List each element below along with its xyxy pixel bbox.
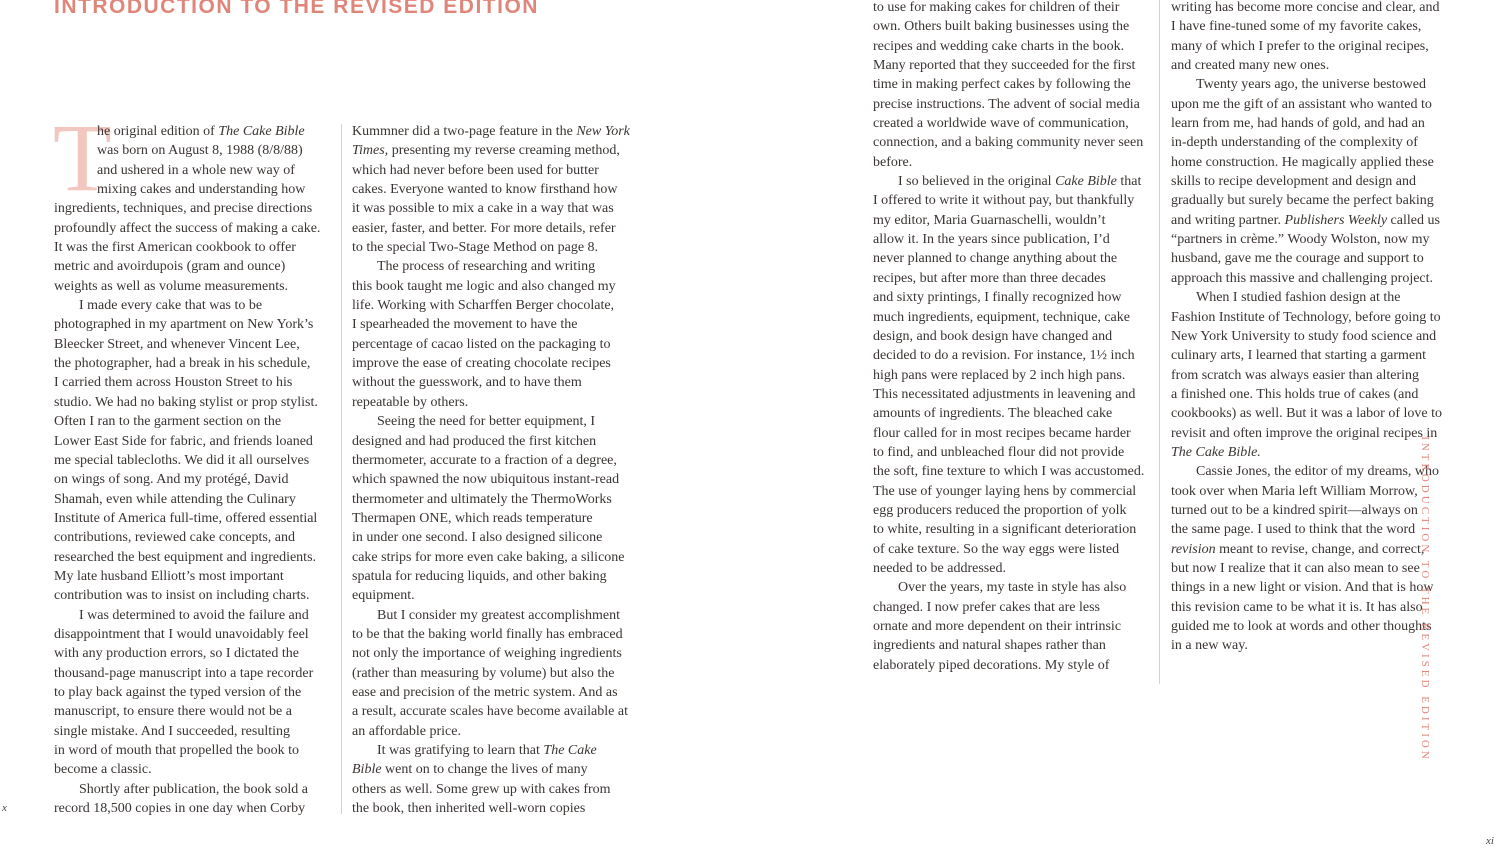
text-line: design, and book design have changed and — [873, 328, 1113, 344]
text-line: Lower East Side for fabric, and friends loaned — [54, 433, 313, 449]
text-line: I was determined to avoid the failure and — [79, 607, 309, 623]
text-line: recipes and wedding cake charts in the book. — [873, 38, 1125, 54]
text-line: When I studied fashion design at the — [1196, 290, 1401, 306]
text-line: thousand-page manuscript into a tape recorder — [54, 665, 314, 681]
text-line: gradually but surely became the perfect baking — [1171, 193, 1434, 209]
text-line: me special tablecloths. We did it all ourselves — [54, 452, 310, 468]
text-line: I so believed in the original Cake Bible that — [898, 174, 1142, 190]
text-line: and created many new ones. — [1171, 58, 1330, 74]
text-line: high pans were replaced by 2 inch high pans. — [873, 367, 1126, 383]
text-column-1 — [54, 122, 320, 818]
text-line: metric and avoirdupois (gram and ounce) — [54, 259, 286, 275]
text-line: spatula for reducing liquids, and other baking — [352, 568, 607, 584]
text-line: never planned to change anything about the — [873, 251, 1118, 267]
text-line: in a new way. — [1171, 638, 1248, 654]
text-line: to be that the baking world finally has embraced — [352, 626, 623, 642]
text-line: in-depth understanding of the complexity of — [1171, 135, 1418, 151]
text-line: repeatable by others. — [352, 394, 469, 410]
text-line: Bleecker Street, and whenever Vincent Lee, — [54, 336, 300, 352]
text-line: revision meant to revise, change, and correct, — [1171, 541, 1425, 557]
text-line: cakes. Everyone wanted to know firsthand how — [352, 182, 618, 198]
text-line: Twenty years ago, the universe bestowed — [1196, 77, 1426, 93]
text-line: Institute of America full-time, offered essential — [54, 510, 318, 526]
text-column-2 — [352, 122, 630, 818]
text-line: The use of younger laying hens by commercial — [873, 483, 1137, 499]
text-line: weights as well as volume measurements. — [54, 278, 289, 294]
text-line: It was the first American cookbook to offer — [54, 240, 296, 256]
text-line: studio. We had no baking stylist or prop stylist. — [54, 394, 318, 410]
text-line: but now I realize that it can also mean to see — [1171, 560, 1420, 576]
text-line: designed and had produced the first kitchen — [352, 433, 597, 449]
text-line: mixing cakes and understanding how — [97, 182, 306, 198]
column-divider — [1159, 0, 1160, 684]
text-line: Many reported that they succeeded for the first — [873, 58, 1136, 74]
text-line: I have fine-tuned some of my favorite cakes, — [1171, 19, 1422, 35]
text-line: to play back against the typed version of the — [54, 684, 302, 700]
text-line: ease and precision of the metric system. And as — [352, 684, 618, 700]
page-heading: INTRODUCTION TO THE REVISED EDITION — [54, 0, 539, 18]
text-line: before. — [873, 154, 913, 170]
text-line: cookbooks) as well. But it was a labor of love to — [1171, 406, 1443, 422]
text-line: photographed in my apartment on New York’s — [54, 317, 314, 333]
text-line: flour called for in most recipes became harder — [873, 425, 1131, 441]
text-line: my editor, Maria Guarnaschelli, wouldn’t — [873, 212, 1106, 228]
text-line: disappointment that I would unavoidably feel — [54, 626, 309, 642]
text-line: ingredients, techniques, and precise directions — [54, 201, 313, 217]
text-line: from scratch was always easier than altering — [1171, 367, 1420, 383]
text-line: took over when Maria left William Morrow, — [1171, 483, 1418, 499]
text-line: which had never before been used for butter — [352, 162, 599, 178]
text-line: skills to recipe development and design and — [1171, 174, 1416, 190]
page-number-right: xi — [1486, 835, 1494, 847]
text-line: Seeing the need for better equipment, I — [377, 414, 596, 430]
text-line: things in a new light or vision. And that is how — [1171, 580, 1434, 596]
text-line: not only the importance of weighing ingredients — [352, 646, 622, 662]
text-line: on wings of song. And my protégé, David — [54, 472, 289, 488]
text-line: This necessitated adjustments in leavening and — [873, 386, 1136, 402]
text-line: I carried them across Houston Street to his — [54, 375, 293, 391]
text-line: life. Working with Scharffen Berger chocolate, — [352, 298, 615, 314]
text-line: to white, resulting in a significant deterioration — [873, 522, 1137, 538]
text-line: others as well. Some grew up with cakes from — [352, 781, 611, 797]
text-line: to use for making cakes for children of their — [873, 0, 1120, 15]
text-line: record 18,500 copies in one day when Corby — [54, 801, 306, 817]
text-line: the photographer, had a break in his schedule, — [54, 356, 311, 372]
text-line: it was possible to mix a cake in a way that was — [352, 201, 614, 217]
text-line: created a worldwide wave of communication, — [873, 116, 1129, 132]
text-line: the same page. I used to think that the word — [1171, 522, 1416, 538]
text-line: learn from me, had hands of gold, and had an — [1171, 116, 1425, 132]
text-line: the book, then inherited well-worn copies — [352, 801, 586, 817]
text-line: I made every cake that was to be — [79, 298, 263, 314]
text-line: upon me the gift of an assistant who wanted to — [1171, 96, 1432, 112]
text-line: (rather than measuring by volume) but also the — [352, 665, 615, 681]
text-line: Thermapen ONE, which reads temperature — [352, 510, 593, 526]
text-line: much ingredients, equipment, technique, cake — [873, 309, 1130, 325]
text-line: Fashion Institute of Technology, before going to — [1171, 309, 1441, 325]
text-line: Times, presenting my reverse creaming method, — [352, 143, 620, 159]
text-line: without the guesswork, and to have them — [352, 375, 582, 391]
text-line: Shortly after publication, the book sold a — [79, 781, 309, 797]
text-line: I offered to write it without pay, but thankfully — [873, 193, 1135, 209]
text-line: he original edition of The Cake Bible — [97, 124, 305, 139]
text-line: approach this massive and challenging project. — [1171, 270, 1434, 286]
text-line: contributions, reviewed cake concepts, and — [54, 530, 296, 546]
text-line: The process of researching and writing — [377, 259, 596, 275]
text-line: home construction. He magically applied these — [1171, 154, 1434, 170]
text-line: writing has become more concise and clear, and — [1171, 0, 1440, 15]
text-line: an affordable price. — [352, 723, 461, 739]
text-line: equipment. — [352, 588, 415, 604]
text-line: elaborately piped decorations. My style of — [873, 657, 1110, 673]
text-line: many of which I prefer to the original recipes, — [1171, 38, 1429, 54]
text-line: of cake texture. So the way eggs were listed — [873, 541, 1120, 557]
text-line: amounts of ingredients. The bleached cake — [873, 406, 1113, 422]
text-line: to find, and unbleached flour did not provide — [873, 444, 1125, 460]
text-line: easier, faster, and better. For more details, refer — [352, 220, 616, 236]
text-line: Kummner did a two-page feature in the New York — [352, 124, 630, 139]
text-line: was born on August 8, 1988 (8/8/88) — [97, 143, 303, 159]
text-line: turned out to be a kindred spirit—always on — [1171, 502, 1418, 518]
text-line: ornate and more dependent on their intrinsic — [873, 619, 1122, 634]
text-line: thermometer, accurate to a fraction of a degree, — [352, 452, 617, 468]
text-line: guided me to look at words and other thoughts — [1171, 619, 1432, 634]
text-line: contribution was to insist on including charts. — [54, 588, 310, 604]
text-line: and sixty printings, I finally recognized how — [873, 290, 1122, 306]
text-line: New York University to study food science and — [1171, 328, 1437, 344]
text-line: in word of mouth that propelled the book to — [54, 743, 299, 758]
text-line: a finished one. This holds true of cakes (and — [1171, 386, 1419, 402]
text-line: culinary arts, I learned that starting a garment — [1171, 348, 1427, 364]
text-line: The Cake Bible. — [1171, 444, 1261, 460]
text-line: My late husband Elliott’s most important — [54, 568, 284, 584]
text-line: the soft, fine texture to which I was accustomed. — [873, 464, 1145, 480]
text-line: and ushered in a whole new way of — [97, 162, 295, 178]
text-line: “partners in crème.” Woody Wolston, now my — [1171, 232, 1430, 248]
text-line: in under one second. I also designed silicone — [352, 530, 603, 546]
text-line: this book taught me logic and also changed my — [352, 278, 616, 294]
text-line: improve the ease of creating chocolate recipes — [352, 356, 611, 372]
text-line: egg producers reduced the proportion of yolk — [873, 502, 1127, 518]
text-line: Bible went on to change the lives of many — [352, 762, 588, 778]
text-line: Over the years, my taste in style has also — [898, 580, 1127, 596]
text-line: which spawned the now ubiquitous instant-read — [352, 472, 620, 488]
text-line: percentage of cacao listed on the packaging to — [352, 336, 611, 352]
text-line: profoundly affect the success of making a cake. — [54, 220, 321, 236]
text-line: revisit and often improve the original recipes in — [1171, 425, 1438, 441]
text-line: manuscript, to ensure there would not be a — [54, 704, 292, 720]
text-column-4 — [1171, 0, 1442, 656]
text-line: Shamah, even while attending the Culinary — [54, 491, 296, 507]
text-line: ingredients and natural shapes rather than — [873, 638, 1106, 654]
text-line: time in making perfect cakes by following the — [873, 77, 1131, 93]
text-line: But I consider my greatest accomplishment — [377, 607, 620, 623]
text-line: a result, accurate scales have become available at — [352, 704, 628, 720]
text-line: It was gratifying to learn that The Cake — [377, 743, 597, 758]
text-line: to the special Two-Stage Method on page 8. — [352, 240, 599, 256]
text-line: cake strips for more even cake baking, a silicone — [352, 549, 625, 565]
text-line: changed. I now prefer cakes that are less — [873, 599, 1101, 615]
text-line: decided to do a revision. For instance, 1½ inch — [873, 348, 1135, 364]
text-line: Cassie Jones, the editor of my dreams, who — [1196, 464, 1440, 480]
text-line: connection, and a baking community never seen — [873, 135, 1144, 151]
text-line: allow it. In the years since publication, I’d — [873, 232, 1110, 248]
text-line: and writing partner. Publishers Weekly called us — [1171, 212, 1440, 228]
text-line: single mistake. And I succeeded, resulting — [54, 723, 290, 739]
running-head: INTRODUCTION TO THE REVISED EDITION — [1419, 436, 1432, 762]
text-line: own. Others built baking businesses using the — [873, 19, 1130, 35]
column-divider — [341, 124, 342, 814]
text-line: I spearheaded the movement to have the — [352, 317, 578, 333]
text-line: recipes, but after more than three decades — [873, 270, 1106, 286]
text-line: precise instructions. The advent of social media — [873, 96, 1140, 112]
text-line: become a classic. — [54, 762, 152, 778]
text-line: researched the best equipment and ingredients. — [54, 549, 317, 565]
page-number-left: x — [2, 802, 7, 814]
text-line: this revision came to be what it is. It has also — [1171, 599, 1423, 615]
drop-cap: T — [53, 104, 112, 211]
text-column-3 — [873, 0, 1144, 675]
text-line: thermometer and ultimately the ThermoWorks — [352, 491, 612, 507]
text-line: needed to be addressed. — [873, 560, 1006, 576]
text-line: with any production errors, so I dictated the — [54, 646, 299, 662]
text-line: Often I ran to the garment section on the — [54, 414, 282, 430]
text-line: husband, gave me the courage and support to — [1171, 251, 1424, 267]
